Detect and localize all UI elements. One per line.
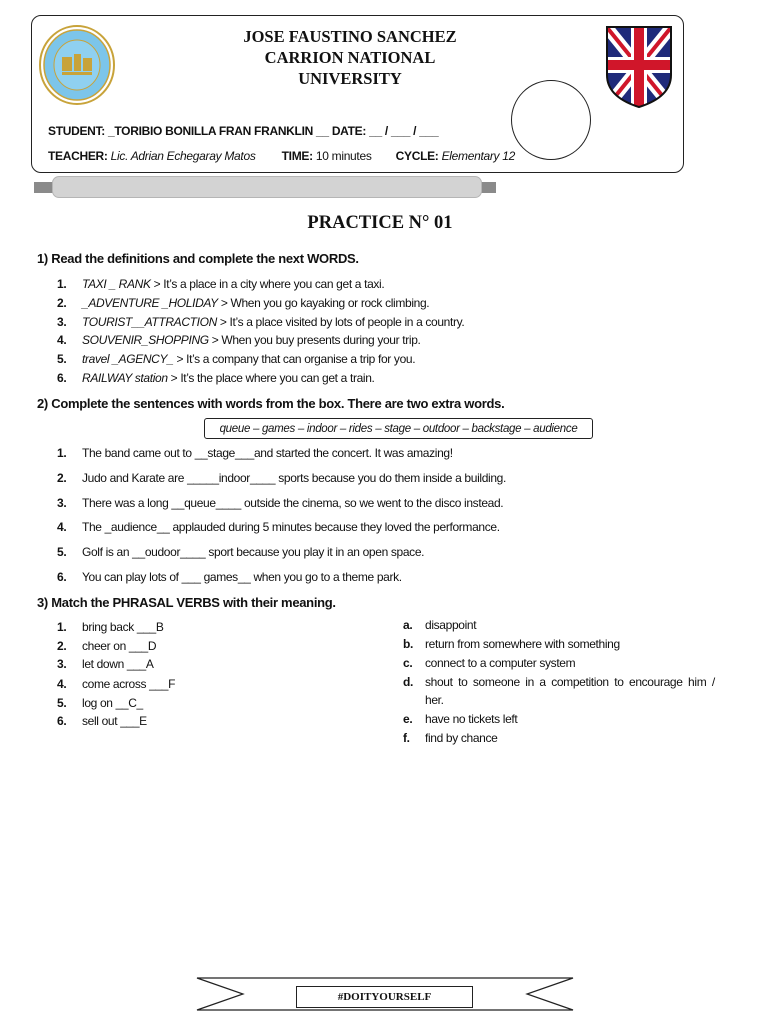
date-label: DATE:: [331, 124, 367, 138]
date-value: __ / ___ / ___: [369, 124, 439, 138]
cycle-label: CYCLE:: [395, 149, 439, 163]
footer-text: #DOITYOURSELF: [296, 986, 473, 1008]
university-line-2: CARRION NATIONAL: [264, 48, 436, 67]
answer: RAILWAY station: [82, 371, 168, 385]
answer: _ADVENTURE _HOLIDAY: [82, 296, 218, 310]
section-2-title: 2) Complete the sentences with words from the box. There are two extra words.: [37, 396, 505, 411]
time-label: TIME:: [281, 149, 313, 163]
word-box: queue – games – indoor – rides – stage – outdoor – backstage – audience: [204, 418, 593, 439]
answer: TAXI _ RANK: [82, 277, 151, 291]
student-label: STUDENT:: [48, 124, 105, 138]
section-3-title: 3) Match the PHRASAL VERBS with their meaning.: [37, 595, 336, 610]
university-line-3: UNIVERSITY: [298, 69, 402, 88]
time-value: 10 minutes: [315, 149, 372, 163]
answer: SOUVENIR_SHOPPING: [82, 333, 209, 347]
section-1-title: 1) Read the definitions and complete the next WORDS.: [37, 251, 359, 266]
student-value: _TORIBIO BONILLA FRAN FRANKLIN __: [107, 124, 329, 138]
teacher-label: TEACHER:: [48, 149, 108, 163]
university-line-1: JOSE FAUSTINO SANCHEZ: [243, 27, 457, 46]
teacher-value: Lic. Adrian Echegaray Matos: [110, 149, 256, 163]
answer: travel _AGENCY_: [82, 352, 174, 366]
meanings-list: a. disappoint b. return from somewhere with something c. connect to a computer system d. shout to someone in a competition to encourage him / her. e. have no tickets left f. find by chance: [403, 618, 715, 745]
cycle-value: Elementary 12: [441, 149, 516, 163]
answer: TOURIST__ATTRACTION: [82, 315, 217, 329]
practice-title: PRACTICE N° 01: [307, 213, 453, 233]
